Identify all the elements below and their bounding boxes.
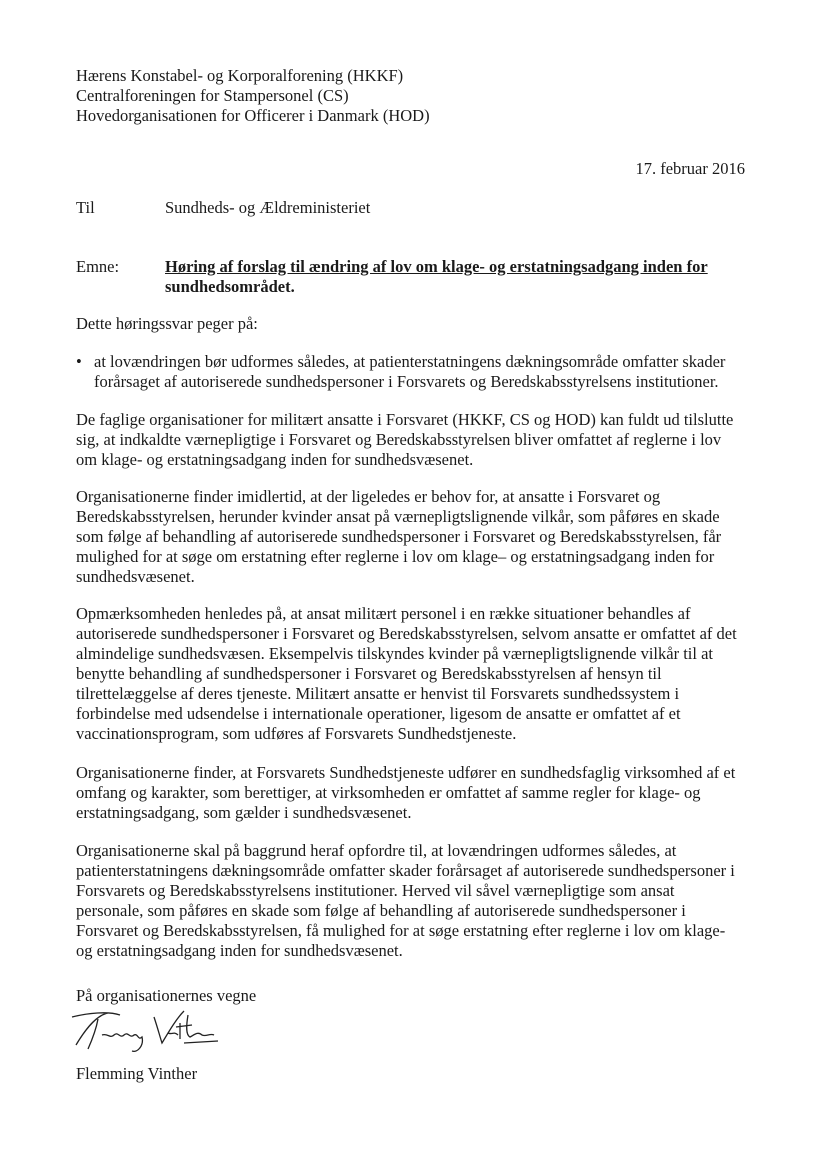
recipient-label-text: Til [76, 198, 95, 217]
signer-name-text: Flemming Vinther [76, 1064, 198, 1083]
signer-name [76, 1064, 197, 1084]
intro-text: Dette høringssvar peger på: [76, 314, 258, 333]
bullet-symbol: • [76, 352, 82, 371]
date [635, 159, 745, 179]
recipient-value [165, 198, 370, 218]
bullet-line: forårsaget af autoriserede sundhedspersoner i Forsvarets og Beredskabsstyrelsens institutioner. [94, 372, 719, 391]
paragraph-line: benytte behandling af sundhedspersoner i Forsvaret og Beredskabsstyrelsen af hensyn til [76, 664, 662, 683]
paragraph-line: sig, at indkaldte værnepligtige i Forsvaret og Beredskabsstyrelsen bliver omfattet af reglerne i lov [76, 430, 722, 449]
paragraph-line: som følge af behandling af autoriserede sundhedspersoner i Forsvaret og Beredskabsstyrelsen, får [76, 527, 722, 546]
intro [76, 314, 258, 334]
sender-block [76, 66, 430, 126]
bullet-line: at lovændringen bør udformes således, at patienterstatningens dækningsområde omfatter skader [94, 352, 726, 371]
recipient-value-text: Sundheds- og Ældreministeriet [165, 198, 371, 217]
paragraph-line: personale, som påføres en skade som følge af behandling af autoriserede sundhedspersoner i [76, 901, 686, 920]
sender-line: Centralforeningen for Stampersonel (CS) [76, 86, 349, 105]
paragraph-5 [76, 841, 735, 961]
bullet-icon [76, 352, 82, 372]
recipient-label [76, 198, 95, 218]
sender-line: Hærens Konstabel- og Korporalforening (HKKF) [76, 66, 404, 85]
paragraph-line: om klage- og erstatningsadgang inden for sundhedsvæsenet. [76, 450, 474, 469]
paragraph-line: De faglige organisationer for militært ansatte i Forsvaret (HKKF, CS og HOD) kan fuldt ud tilslutte [76, 410, 734, 429]
paragraph-line: patienterstatningens dækningsområde omfatter skader forårsaget af autoriserede sundhedspersoner i [76, 861, 735, 880]
closing-text: På organisationernes vegne [76, 986, 257, 1005]
paragraph-3 [76, 604, 737, 744]
sender-line: Hovedorganisationen for Officerer i Danmark (HOD) [76, 106, 430, 125]
paragraph-line: Forsvarets og Beredskabsstyrelsens institutioner. Herved vil såvel værnepligtige som ansat [76, 881, 675, 900]
paragraph-line: Forsvaret og Beredskabsstyrelsen, få mulighed for at søge erstatning efter reglerne i lov om klage- [76, 921, 726, 940]
subject-label-text: Emne: [76, 257, 120, 276]
paragraph-line: sundhedsvæsenet. [76, 567, 195, 586]
closing [76, 986, 256, 1006]
paragraph-line: erstatningsadgang, som gælder i sundhedsvæsenet. [76, 803, 412, 822]
subject-title [165, 257, 708, 297]
bullet-item [94, 352, 725, 392]
subject-line: Høring af forslag til ændring af lov om klage- og erstatningsadgang inden for [165, 257, 708, 276]
paragraph-line: vaccinationsprogram, som udføres af Forsvarets Sundhedstjeneste. [76, 724, 517, 743]
paragraph-line: mulighed for at søge om erstatning efter reglerne i lov om klage– og erstatningsadgang inden for [76, 547, 715, 566]
paragraph-line: Organisationerne finder, at Forsvarets Sundhedstjeneste udfører en sundhedsfaglig virksomhed af et [76, 763, 736, 782]
paragraph-4 [76, 763, 735, 823]
paragraph-line: omfang og karakter, som berettiger, at virksomheden er omfattet af samme regler for klage- og [76, 783, 701, 802]
paragraph-line: forbindelse med udsendelse i internationale operationer, ligesom de ansatte er omfattet af et [76, 704, 681, 723]
date-text: 17. februar 2016 [635, 159, 745, 178]
paragraph-line: Beredskabsstyrelsen, herunder kvinder ansat på værnepligtslignende vilkår, som påføres en skade [76, 507, 720, 526]
handwritten-signature [68, 1005, 228, 1055]
subject-line: sundhedsområdet. [165, 277, 295, 296]
paragraph-2 [76, 487, 721, 587]
paragraph-line: Organisationerne finder imidlertid, at der ligeledes er behov for, at ansatte i Forsvaret og [76, 487, 661, 506]
paragraph-line: og erstatningsadgang inden for sundhedsvæsenet. [76, 941, 403, 960]
subject-label [76, 257, 119, 277]
paragraph-line: tilrettelæggelse af deres tjeneste. Militært ansatte er henvist til Forsvarets sundhedssystem i [76, 684, 680, 703]
paragraph-line: Organisationerne skal på baggrund heraf opfordre til, at lovændringen udformes således, at [76, 841, 677, 860]
paragraph-line: Opmærksomheden henledes på, at ansat militært personel i en række situationer behandles af [76, 604, 691, 623]
paragraph-1 [76, 410, 733, 470]
paragraph-line: almindelige sundhedsvæsen. Eksempelvis tilskyndes kvinder på værnepligtslignende vilkår til at [76, 644, 713, 663]
paragraph-line: autoriserede sundhedspersoner i Forsvaret og Beredskabsstyrelsen, selvom ansatte er omfattet af det [76, 624, 737, 643]
